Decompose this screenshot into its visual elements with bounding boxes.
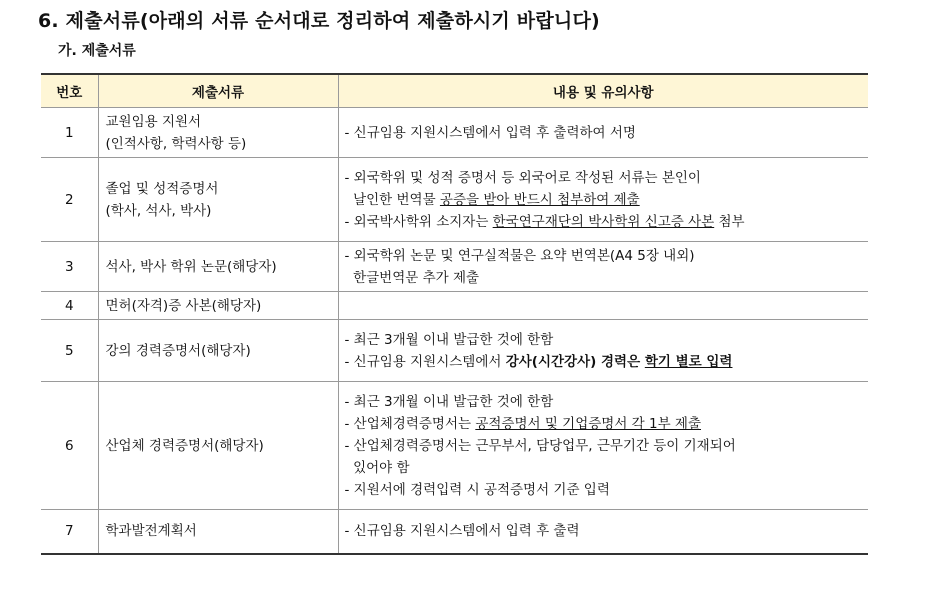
note-text: - 신규임용 지원시스템에서 입력 후 출력하여 서명: [344, 124, 636, 141]
note-text: - 신규임용 지원시스템에서: [344, 353, 506, 370]
document-name-line: (학사, 석사, 박사): [105, 202, 212, 219]
documents-table: [41, 73, 868, 555]
note-line: [345, 351, 865, 373]
note-text: - 최근 3개월 이내 발급한 것에 한함: [344, 331, 554, 348]
note-text: - 신규임용 지원시스템에서 입력 후 출력: [344, 523, 580, 540]
notes-cell: [338, 382, 868, 510]
notes-cell: [338, 242, 868, 292]
document-name: [98, 158, 338, 242]
row-number: 7: [41, 510, 98, 554]
note-line: [345, 435, 865, 457]
notes-cell: [338, 158, 868, 242]
table-row: [41, 510, 868, 554]
note-line: [345, 245, 865, 267]
notes-cell: [338, 510, 868, 554]
note-text: - 산업체경력증명서는 근무부서, 담당업무, 근무기간 등이 기재되어: [344, 437, 736, 454]
table-row: [41, 320, 868, 382]
document-name-line: 학과발전계획서: [105, 523, 197, 540]
row-number: 5: [41, 320, 98, 382]
document-name-line: 석사, 박사 학위 논문(해당자): [105, 258, 277, 275]
note-text: - 산업체경력증명서는: [344, 415, 476, 432]
header-no: 번호: [41, 74, 98, 108]
note-line: [345, 457, 865, 479]
header-documents: 제출서류: [98, 74, 338, 108]
row-number: 6: [41, 382, 98, 510]
note-text: 한글번역문 추가 제출: [344, 269, 480, 286]
note-text: 공적증명서 및 기업증명서 각 1부 제출: [475, 415, 701, 432]
header-notes: 내용 및 유의사항: [338, 74, 868, 108]
document-name-line: 졸업 및 성적증명서: [105, 180, 219, 197]
table-row: [41, 292, 868, 320]
note-line: [345, 520, 865, 542]
document-name: [98, 320, 338, 382]
document-name: [98, 382, 338, 510]
note-text: - 외국박사학위 소지자는: [344, 213, 493, 230]
note-text: - 외국학위 및 성적 증명서 등 외국어로 작성된 서류는 본인이: [344, 169, 701, 186]
document-name: [98, 108, 338, 158]
note-line: [345, 167, 865, 189]
table-row: [41, 382, 868, 510]
note-text: 한국연구재단의 박사학위 신고증 사본: [492, 213, 715, 230]
note-text: - 최근 3개월 이내 발급한 것에 한함: [344, 393, 554, 410]
note-line: [345, 329, 865, 351]
table-row: [41, 242, 868, 292]
notes-cell: [338, 320, 868, 382]
note-text: 공증을 받아 반드시 첨부하여 제출: [439, 191, 640, 208]
note-text: 첨부: [714, 213, 745, 230]
note-line: [345, 267, 865, 289]
notes-cell: [338, 292, 868, 320]
note-text: - 외국학위 논문 및 연구실적물은 요약 번역본(A4 5장 내외): [344, 247, 695, 264]
note-line: [345, 413, 865, 435]
row-number: 3: [41, 242, 98, 292]
document-name: [98, 292, 338, 320]
note-line: [345, 122, 865, 144]
document-name-line: 면허(자격)증 사본(해당자): [105, 297, 262, 314]
row-number: 4: [41, 292, 98, 320]
document-name-line: 교원임용 지원서: [105, 113, 202, 130]
table-row: [41, 158, 868, 242]
note-line: [345, 391, 865, 413]
row-number: 2: [41, 158, 98, 242]
note-text: 있어야 함: [344, 459, 410, 476]
note-line: [345, 211, 865, 233]
table-row: [41, 108, 868, 158]
note-line: [345, 189, 865, 211]
table-header-row: [41, 74, 868, 108]
note-text: 강사(시간강사) 경력은: [505, 353, 645, 370]
section-title: 6. 제출서류(아래의 서류 순서대로 정리하여 제출하시기 바랍니다): [38, 10, 600, 32]
document-name: [98, 510, 338, 554]
note-text: 학기 별로 입력: [644, 353, 733, 370]
note-text: - 지원서에 경력입력 시 공적증명서 기준 입력: [344, 481, 610, 498]
note-line: [345, 479, 865, 501]
document-name-line: 산업체 경력증명서(해당자): [105, 437, 264, 454]
note-text: 날인한 번역물: [344, 191, 440, 208]
subsection-title: 가. 제출서류: [58, 43, 136, 59]
notes-cell: [338, 108, 868, 158]
document-name: [98, 242, 338, 292]
document-name-line: (인적사항, 학력사항 등): [105, 135, 247, 152]
row-number: 1: [41, 108, 98, 158]
document-name-line: 강의 경력증명서(해당자): [105, 342, 251, 359]
